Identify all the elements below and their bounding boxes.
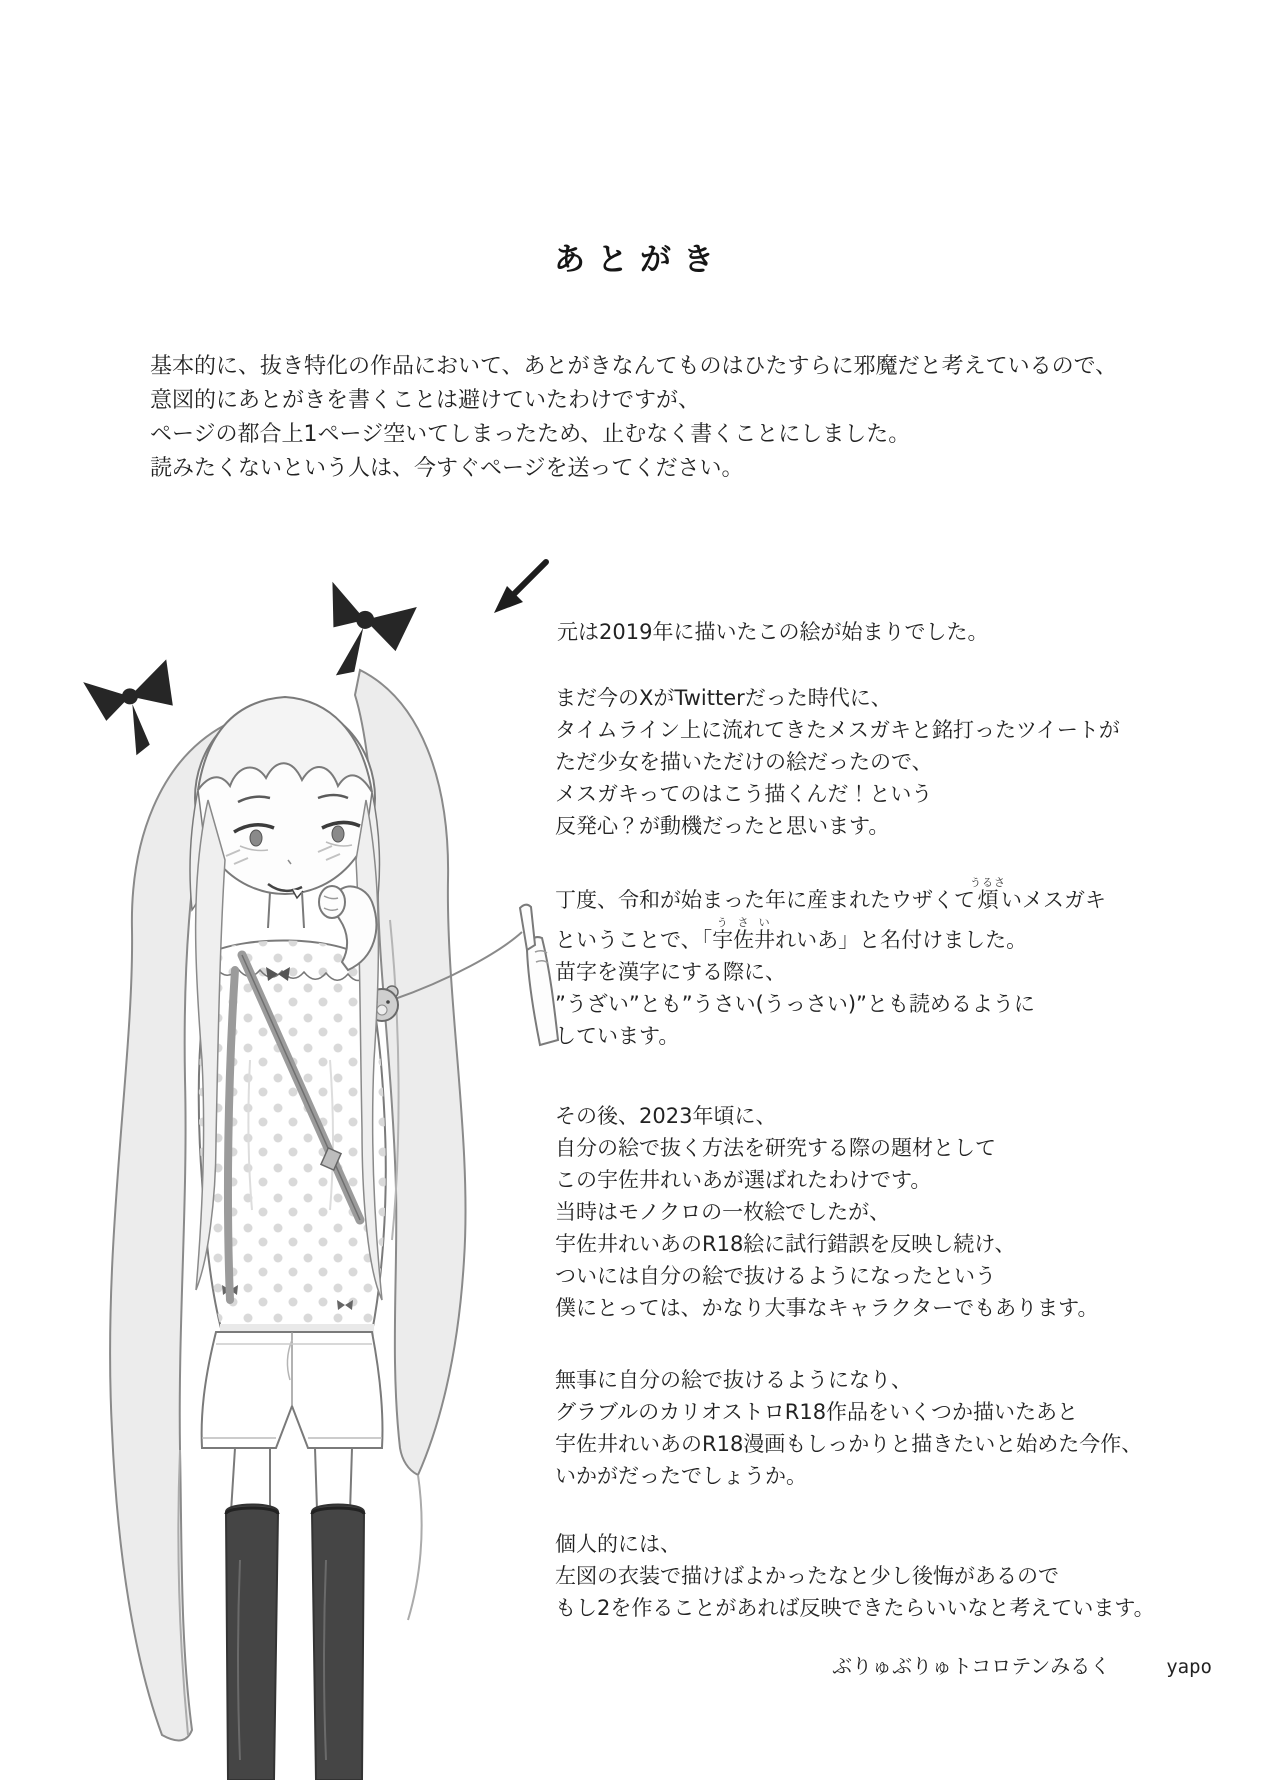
paragraph-line: いかがだったでしょうか。 [555, 1464, 807, 1488]
page-title: あとがき [554, 242, 726, 278]
paragraph-personal [555, 1528, 1155, 1624]
paragraph-line: ”うざい”とも”うさい(うっさい)”とも読めるように [555, 992, 1035, 1016]
paragraph-line: ということで、「宇佐井うさいれいあ」と名付けました。 [555, 916, 1028, 952]
paragraph-line: 丁度、令和が始まった年に産まれたウザくて煩うるさいメスガキ [555, 876, 1106, 912]
paragraph-line: ついには自分の絵で抜けるようになったという [555, 1264, 996, 1288]
annotation-arrow [492, 556, 552, 616]
origin-caption: 元は2019年に描いたこの絵が始まりでした。 [557, 620, 989, 644]
paragraph-naming [555, 876, 1106, 1052]
paragraph-line: もし2を作ることがあれば反映できたらいいなと考えています。 [555, 1596, 1155, 1620]
paragraph-research [555, 1100, 1098, 1324]
paragraph-line: まだ今のXがTwitterだった時代に、 [555, 686, 892, 710]
paragraph-line: タイムライン上に流れてきたメスガキと銘打ったツイートが [555, 718, 1120, 742]
paragraph-line: 反発心？が動機だったと思います。 [555, 814, 890, 838]
circle-name: ぶりゅぶりゅトコロテンみるく [832, 1654, 1111, 1678]
paragraph-line: 宇佐井れいあのR18漫画もしっかりと描きたいと始めた今作、 [555, 1432, 1143, 1456]
illustration-girl [30, 500, 570, 1780]
hair-bow-left [83, 656, 191, 764]
paragraph-line: 自分の絵で抜く方法を研究する際の題材として [555, 1136, 996, 1160]
paragraph-twitter [555, 682, 1120, 842]
paragraph-line: メスガキってのはこう描くんだ！という [555, 782, 933, 806]
author-name: yapo [1166, 1656, 1212, 1678]
intro-line: 意図的にあとがきを書くことは避けていたわけですが、 [150, 388, 701, 413]
paragraph-line: この宇佐井れいあが選ばれたわけです。 [555, 1168, 932, 1192]
credit-line [832, 1650, 1212, 1679]
paragraph-line: ただ少女を描いただけの絵だったので、 [555, 750, 933, 774]
paragraph-line: 左図の衣装で描けばよかったなと少し後悔があるので [555, 1564, 1059, 1588]
intro-line: ページの都合上1ページ空いてしまったため、止むなく書くことにしました。 [150, 422, 911, 447]
paragraph-line: 当時はモノクロの一枚絵でしたが、 [555, 1200, 891, 1224]
paragraph-line: しています。 [555, 1024, 680, 1048]
down-left-arrow-icon [492, 556, 552, 616]
paragraph-line: 宇佐井れいあのR18絵に試行錯誤を反映し続け、 [555, 1232, 1016, 1256]
paragraph-line: 苗字を漢字にする際に、 [555, 960, 786, 984]
intro-line: 基本的に、抜き特化の作品において、あとがきなんてものはひたすらに邪魔だと考えているので、 [150, 354, 1118, 379]
paragraph-line: 無事に自分の絵で抜けるようになり、 [555, 1368, 912, 1392]
paragraph-line: その後、2023年頃に、 [555, 1104, 777, 1128]
paragraph-line: グラブルのカリオストロR18作品をいくつか描いたあと [555, 1400, 1079, 1424]
paragraph-manga [555, 1364, 1142, 1492]
intro-paragraph [150, 350, 1117, 486]
intro-line: 読みたくないという人は、今すぐページを送ってください。 [150, 456, 744, 481]
paragraph-line: 僕にとっては、かなり大事なキャラクターでもあります。 [555, 1296, 1099, 1320]
paragraph-line: 個人的には、 [555, 1532, 681, 1556]
